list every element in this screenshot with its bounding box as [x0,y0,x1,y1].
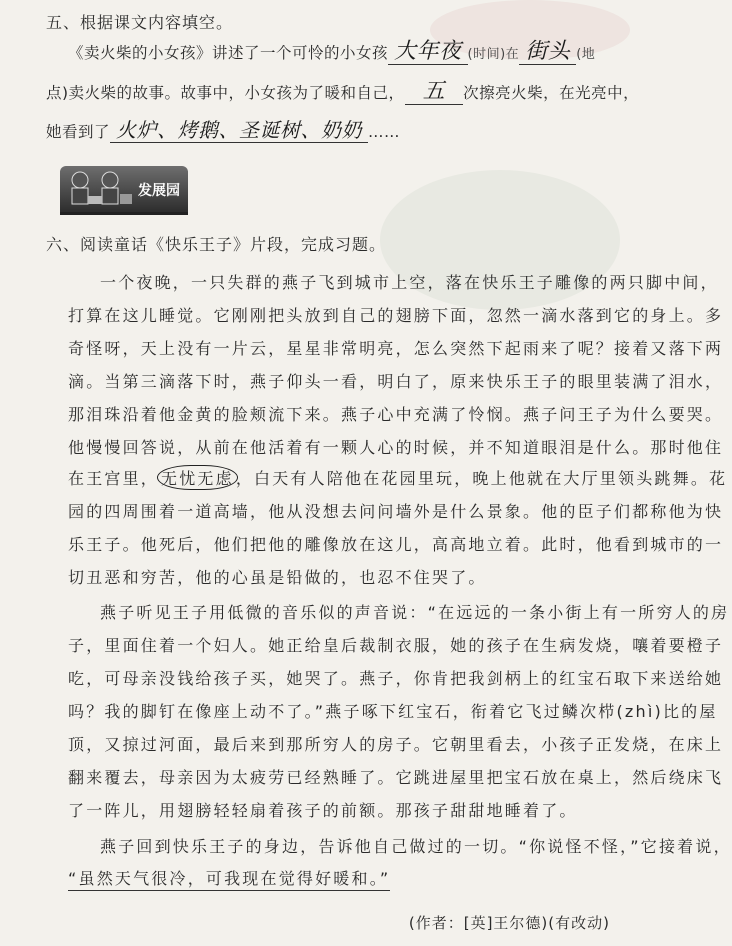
question-text: (地 [576,47,596,62]
answer-blank-place[interactable]: 街头 [519,40,576,65]
section-6-title: 六、阅读童话《快乐王子》片段，完成习题。 [46,235,387,254]
answer-blank-time[interactable]: 大年夜 [388,40,468,65]
paragraph-line: 吃，可母亲没钱给孩子买，她哭了。燕子，你肯把我剑柄上的红宝石取下来送给她 [68,669,724,688]
paragraph-text: 在王宫里， [68,469,160,488]
paragraph-line: 切丑恶和穷苦，他的心虽是铅做的，也忍不住哭了。 [68,568,487,587]
paragraph-line: 他慢慢回答说，从前在他活着有一颗人心的时候，并不知道眼泪是什么。那时他住 [68,438,724,457]
paragraph-line: 滴。当第三滴落下时，燕子仰头一看，明白了，原来快乐王子的眼里装满了泪水， [68,372,724,391]
question-text: 次擦亮火柴，在光亮中， [463,84,640,102]
answer-blank-count[interactable]: 五 [405,80,464,105]
question-text: (时间)在 [467,47,520,62]
paragraph-line: 了一阵儿，用翅膀轻轻扇着孩子的前额。那孩子甜甜地睡着了。 [68,801,578,820]
paragraph-line: 那泪珠沿着他金黄的脸颊流下来。燕子心中充满了怜悯。燕子问王子为什么要哭。 [68,405,724,424]
paragraph-3-line-2 [68,866,614,889]
section-5-title: 五、根据课文内容填空。 [46,13,234,32]
question-line-3 [46,118,610,143]
paragraph-line: 园的四周围着一道高墙，他从没想去问问墙外是什么景象。他的臣子们都称他为快 [68,502,724,521]
development-banner [60,166,188,215]
paragraph-line: 吗？我的脚钉在像座上动不了。”燕子啄下红宝石，衔着它飞过鳞次栉(zhì)比的屋 [68,702,718,721]
paragraph-line: 奇怪呀，天上没有一片云，星星非常明亮，怎么突然下起雨来了呢？接着又落下两 [68,339,724,358]
paragraph-line: 翻来覆去，母亲因为太疲劳已经熟睡了。它跳进屋里把宝石放在桌上，然后绕床飞 [68,768,724,787]
question-text: 《卖火柴的小女孩》讲述了一个可怜的小女孩 [68,44,389,62]
paragraph-line: 顶，又掠过河面，最后来到那所穷人的房子。它朝里看去，小孩子正发烧，在床上 [68,735,724,754]
paragraph-line: 燕子听见王子用低微的音乐似的声音说：“在远远的一条小街上有一所穷人的房 [100,603,730,622]
answer-blank-visions[interactable]: 火炉、烤鹅、圣诞树、奶奶 [110,118,368,143]
paragraph-line: 一个夜晚，一只失群的燕子飞到城市上空，落在快乐王子雕像的两只脚中间， [100,273,719,292]
paragraph-line [68,466,728,489]
paragraph-3-line-1: 燕子回到快乐王子的身边，告诉他自己做过的一切。“你说怪不怪，”它接着说， [100,837,732,856]
question-line-2 [46,79,640,105]
banner-label: 发展园 [138,182,180,198]
paragraph-text: ，白天有人陪他在花园里玩，晚上他就在大厅里领头跳舞。花 [235,469,728,488]
underlined-quote: “虽然天气很冷，可我现在觉得好暖和。” [68,869,390,891]
author-credit: (作者：[英]王尔德)(有改动) [408,914,610,932]
question-line-1 [68,40,610,65]
circled-word: 无忧无虑 [157,465,238,490]
kids-reading-icon [66,168,136,210]
paragraph-line: 打算在这儿睡觉。它刚刚把头放到自己的翅膀下面，忽然一滴水落到它的身上。多 [68,306,724,325]
question-text: 她看到了 [46,123,111,141]
question-text: 点)卖火柴的故事。故事中，小女孩为了暖和自己， [46,84,405,102]
question-text: …… [368,123,401,141]
paragraph-line: 乐王子。他死后，他们把他的雕像放在这儿，高高地立着。此时，他看到城市的一 [68,535,724,554]
paragraph-line: 子，里面住着一个妇人。她正给皇后裁制衣服，她的孩子在生病发烧，嚷着要橙子 [68,636,724,655]
